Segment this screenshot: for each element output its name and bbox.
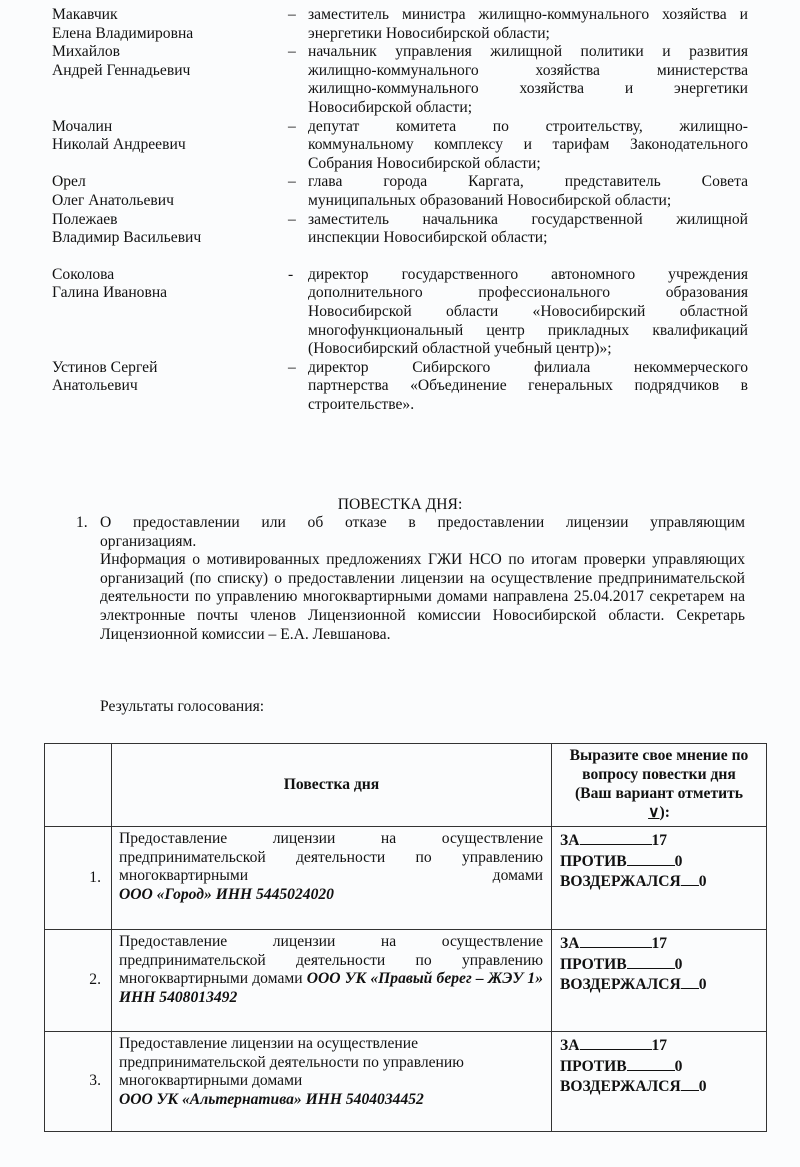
dash: – [288,358,296,376]
vote-against [560,954,766,975]
vote-against-label: ПРОТИВ [560,852,627,870]
member-entry [52,359,748,415]
agenda-text-line: предпринимательской деятельности по управлению [119,848,543,866]
agenda-text-line: Предоставление лицензии на осуществление [119,1035,418,1052]
header-vote [552,744,767,827]
header-vote-line: Выразите свое мнение по [569,747,749,764]
blank-line [681,974,699,989]
member-given-names: Николай Андреевич [52,136,186,154]
blank-line [681,1076,699,1091]
vote-abstain [560,1076,766,1097]
vote-abstain [560,871,766,892]
dash: – [288,117,296,135]
header-vote-end: ): [659,804,670,821]
member-entry [52,211,748,248]
dash: – [288,6,296,23]
role-line: партнерства «Объединение генеральных подрядчиков в [308,377,748,395]
vote-against [560,1056,766,1077]
vote-for-count: 17 [651,935,668,952]
member-name [52,173,288,210]
member-given-names: Владимир Васильевич [52,229,202,247]
vote-for-count: 17 [651,832,668,849]
header-vote-line: вопросу повестки дня [582,766,736,783]
blank-line [627,851,675,866]
role-line: директор Сибирского филиала некоммерческого [308,358,748,376]
agenda-list [76,514,745,644]
role-line: начальник управления жилищной политики и развития [308,43,748,61]
row-number: 2. [45,930,112,1032]
header-agenda: Повестка дня [112,744,552,827]
voting-results-label: Результаты голосования: [100,698,265,715]
agenda-item [76,514,745,644]
vote-for [560,1035,766,1056]
member-role [308,211,748,248]
vote-for-label: ЗА [560,935,580,952]
agenda-text-line: многоквартирными домами [119,970,303,988]
role-line: жилищно-коммунального хозяйства и энергетики [308,80,748,98]
checkmark-icon: ∨ [648,804,660,821]
role-line: глава города Каргата, представитель Совета [308,173,748,191]
member-name [52,43,288,80]
member-name [52,118,288,155]
vote-against-label: ПРОТИВ [560,955,627,973]
vote-abstain-count: 0 [698,1078,707,1096]
role-line: директор государственного автономного учреждения [308,265,748,283]
vote-abstain-label: ВОЗДЕРЖАЛСЯ [560,976,681,994]
role-line: многофункциональный центр прикладных квалификаций [308,321,748,339]
vote-abstain-label: ВОЗДЕРЖАЛСЯ [560,1078,681,1096]
member-entry [52,43,748,117]
blank-line [580,830,652,845]
vote-for [560,830,766,851]
vote-against-count: 0 [674,1057,683,1075]
vote-for-label: ЗА [560,832,580,849]
role-line: энергетики Новосибирской области; [308,24,550,42]
vote-abstain-count: 0 [698,976,707,994]
member-given-names: Олег Анатольевич [52,191,174,209]
table-header-row [45,744,767,827]
member-name [52,359,288,396]
member-role [308,359,748,415]
agenda-text-line: многоквартирными домами [119,1072,303,1090]
member-role [308,173,748,210]
member-surname: Устинов Сергей [52,358,158,376]
table-row [45,1032,767,1132]
table-row [45,930,767,1032]
member-surname: Мочалин [52,117,113,135]
voting-results-table [44,743,767,1132]
vote-against-count: 0 [674,955,683,973]
agenda-text-line: Предоставление лицензии на осуществление [119,830,543,847]
member-name [52,266,288,303]
agenda-text-line: предпринимательской деятельности по управлению [119,1053,464,1071]
member-surname: Соколова [52,265,115,283]
organization-name: ООО УК «Альтернатива» ИНН 5404034452 [119,1090,424,1108]
agenda-text-line: предпринимательской деятельности по управлению [119,951,543,969]
row-number: 3. [45,1032,112,1132]
vote-for-count: 17 [651,1037,668,1054]
row-number: 1. [45,827,112,930]
row-votes [552,827,767,930]
agenda-title: ПОВЕСТКА ДНЯ: [337,496,463,513]
vote-abstain [560,974,766,995]
row-agenda-text [112,930,552,1032]
dash: - [288,265,294,283]
member-entry [52,173,748,210]
row-agenda-text [112,827,552,930]
agenda-item-heading: О предоставлении или об отказе в предоставлении лицензии управляющим организациям. [100,514,745,550]
table-row [45,827,767,930]
agenda-item-number: 1. [76,514,88,531]
role-line: Новосибирской области «Новосибирский областной [308,302,748,320]
role-line: муниципальных образований Новосибирской области; [308,191,672,209]
dash: – [288,173,296,191]
member-entry [52,6,748,43]
role-line: Собрания Новосибирской области; [308,154,541,172]
role-line: дополнительного профессионального образования [308,284,748,302]
member-role [308,43,748,117]
member-name [52,6,288,43]
member-entry [52,266,748,359]
blank-line [580,933,652,948]
member-surname: Орел [52,173,86,191]
member-role [308,118,748,174]
member-given-names: Анатольевич [52,377,138,395]
blank-line [627,954,675,969]
member-role [308,266,748,359]
role-line: депутат комитета по строительству, жилищно- [308,117,748,135]
vote-abstain-count: 0 [698,873,707,891]
blank-line [580,1035,652,1050]
row-agenda-text [112,1032,552,1132]
vote-for [560,933,766,954]
agenda-text-line: многоквартирными домами [119,867,543,885]
member-surname: Полежаев [52,210,118,228]
vote-against-label: ПРОТИВ [560,1057,627,1075]
role-line: (Новосибирский областной учебный центр)»; [308,340,612,358]
member-given-names: Андрей Геннадьевич [52,61,191,79]
header-vote-line: (Ваш вариант отметить [574,785,743,802]
commission-members-list [52,6,748,414]
row-votes [552,930,767,1032]
role-line: жилищно-коммунального хозяйства министерства [308,61,748,79]
organization-name: ООО УК «Правый берег – ЖЭУ 1» ИНН 5408013492 [119,970,544,1006]
dash: – [288,210,296,228]
vote-against [560,851,766,872]
blank-line [627,1056,675,1071]
member-surname: Михайлов [52,43,121,61]
header-number [45,744,112,827]
member-entry [52,118,748,174]
agenda-text-line: Предоставление лицензии на осуществление [119,933,543,950]
member-given-names: Елена Владимировна [52,24,194,42]
vote-abstain-label: ВОЗДЕРЖАЛСЯ [560,873,681,891]
role-line: коммунальному комплексу и тарифам Законодательного [308,136,748,154]
role-line: инспекции Новосибирской области; [308,229,548,247]
member-name [52,211,288,248]
member-surname: Макавчик [52,6,118,23]
member-role [308,6,748,43]
agenda-item-body [100,514,745,644]
role-line: заместитель начальника государственной жилищной [308,210,748,228]
vote-for-label: ЗА [560,1037,580,1054]
role-line: строительстве». [308,395,415,413]
agenda-item-info: Информация о мотивированных предложениях ГЖИ НСО по итогам проверки управляющих организаций (по списку) о предоставлении лицензии на осуществление предпринимательской деятельности по управлению многоквартирными домами направлена 25.04.2017 секретарем на электронные почты членов Лицензионной комиссии Новосибирской области. Секретарь Лицензионной комиссии – Е.А. Левшанова. [100,551,745,643]
dash: – [288,43,296,61]
row-votes [552,1032,767,1132]
vote-against-count: 0 [674,852,683,870]
role-line: заместитель министра жилищно-коммунального хозяйства и [308,6,748,23]
member-given-names: Галина Ивановна [52,284,168,302]
blank-line [681,871,699,886]
organization-name: ООО «Город» ИНН 5445024020 [119,885,334,903]
role-line: Новосибирской области; [308,98,473,116]
